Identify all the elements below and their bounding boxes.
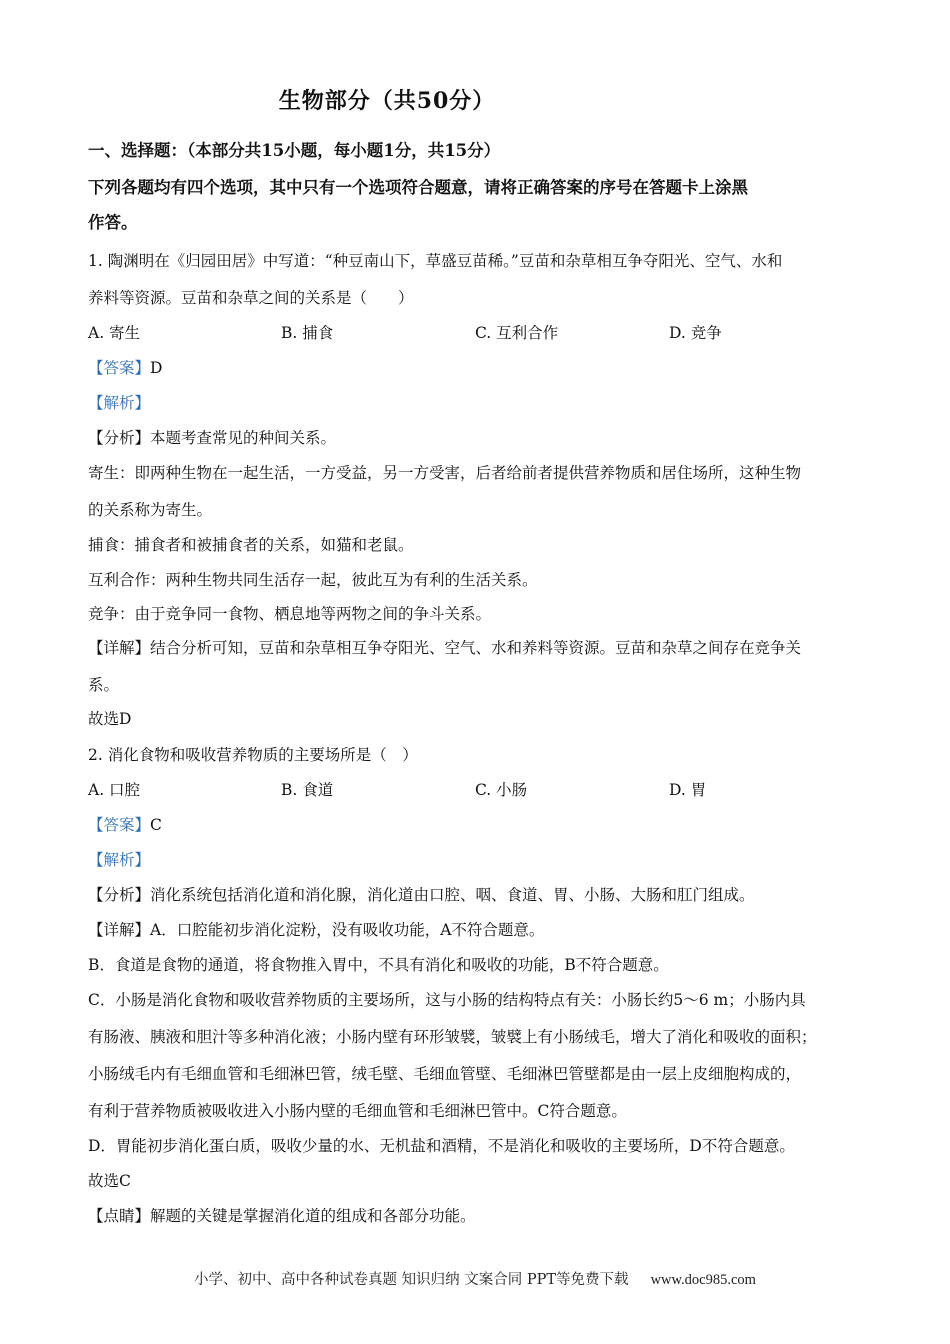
q1-option-c: C. 互利合作	[475, 324, 559, 342]
fenxi-text: 消化系统包括消化道和消化腺，消化道由口腔、咽、食道、胃、小肠、大肠和肛门组成。	[150, 886, 755, 904]
q1-detail-line-1	[88, 637, 862, 659]
q2-detail-c-line-1: C．小肠是消化食物和吸收营养物质的主要场所，这与小肠的结构特点有关：小肠长约5～6 m；小肠内具	[88, 991, 806, 1009]
q2-detail-a	[88, 919, 862, 941]
instruction-line-2: 作答。	[88, 213, 138, 232]
q2-detail-c-line-2: 有肠液、胰液和胆汁等多种消化液；小肠内壁有环形皱襞，皱襞上有小肠绒毛，增大了消化和吸收的面积；	[88, 1028, 817, 1046]
answer-value: C	[150, 816, 162, 834]
q1-answer	[88, 357, 862, 379]
q2-analysis-tag: 【解析】	[88, 851, 151, 869]
instruction-line-1: 下列各题均有四个选项，其中只有一个选项符合题意，请将正确答案的序号在答题卡上涂黑	[88, 178, 748, 197]
dianjing-text: 解题的关键是掌握消化道的组成和各部分功能。	[150, 1207, 476, 1225]
q1-para-1-line-1: 寄生：即两种生物在一起生活，一方受益，另一方受害，后者给前者提供营养物质和居住场所，这种生物	[88, 464, 802, 482]
q2-detail-b: B．食道是食物的通道，将食物推入胃中，不具有消化和吸收的功能，B不符合题意。	[88, 956, 669, 974]
q1-para-1-line-2: 的关系称为寄生。	[88, 501, 213, 519]
q2-option-b: B. 食道	[281, 781, 334, 799]
q2-stem: 2. 消化食物和吸收营养物质的主要场所是（ ）	[88, 746, 418, 764]
q2-conclusion: 故选C	[88, 1172, 131, 1190]
detail-text: A．口腔能初步消化淀粉，没有吸收功能，A不符合题意。	[150, 921, 545, 939]
q1-para-2: 捕食：捕食者和被捕食者的关系，如猫和老鼠。	[88, 536, 414, 554]
q2-option-a: A. 口腔	[88, 781, 141, 799]
q1-para-3: 互利合作：两种生物共同生活存一起，彼此互为有利的生活关系。	[88, 571, 538, 589]
detail-tag: 【详解】	[88, 921, 151, 939]
q1-option-d: D. 竞争	[669, 324, 722, 342]
q1-option-b: B. 捕食	[281, 324, 334, 342]
q1-analysis-tag: 【解析】	[88, 394, 151, 412]
q1-detail-line-2: 系。	[88, 676, 120, 694]
fenxi-text: 本题考查常见的种间关系。	[150, 429, 337, 447]
q1-para-4: 竞争：由于竞争同一食物、栖息地等两物之间的争斗关系。	[88, 605, 492, 623]
q2-option-c: C. 小肠	[475, 781, 528, 799]
dianjing-tag: 【点睛】	[88, 1207, 151, 1225]
q2-answer	[88, 814, 862, 836]
q2-detail-c-line-4: 有利于营养物质被吸收进入小肠内壁的毛细血管和毛细淋巴管中。C符合题意。	[88, 1102, 627, 1120]
answer-value: D	[150, 359, 163, 377]
footer-text: 小学、初中、高中各种试卷真题 知识归纳 文案合同 PPT等免费下载	[194, 1272, 629, 1288]
q1-stem-line-2: 养料等资源。豆苗和杂草之间的关系是（ ）	[88, 289, 414, 307]
q2-fenxi	[88, 884, 862, 906]
footer-url[interactable]: www.doc985.com	[650, 1272, 756, 1288]
detail-text: 结合分析可知，豆苗和杂草相互争夺阳光、空气、水和养料等资源。豆苗和杂草之间存在竞争关	[150, 639, 802, 657]
q1-option-a: A. 寄生	[88, 324, 141, 342]
fenxi-tag: 【分析】	[88, 886, 151, 904]
fenxi-tag: 【分析】	[88, 429, 151, 447]
q2-dianjing	[88, 1205, 862, 1227]
q1-fenxi	[88, 427, 862, 449]
q1-stem-line-1: 1. 陶渊明在《归园田居》中写道：“种豆南山下，草盛豆苗稀。”豆苗和杂草相互争夺阳光、空气、水和	[88, 252, 783, 270]
q1-conclusion: 故选D	[88, 710, 132, 728]
detail-tag: 【详解】	[88, 639, 151, 657]
answer-tag: 【答案】	[88, 359, 151, 377]
section-heading: 一、选择题：（本部分共15小题，每小题1分，共15分）	[88, 141, 501, 160]
answer-tag: 【答案】	[88, 816, 151, 834]
q2-detail-d: D．胃能初步消化蛋白质，吸收少量的水、无机盐和酒精，不是消化和吸收的主要场所，D不符合题意。	[88, 1137, 795, 1155]
q2-option-d: D. 胃	[669, 781, 707, 799]
page-footer	[0, 1268, 950, 1289]
q2-detail-c-line-3: 小肠绒毛内有毛细血管和毛细淋巴管，绒毛壁、毛细血管壁、毛细淋巴管壁都是由一层上皮细胞构成的，	[88, 1065, 802, 1083]
page-title: 生物部分（共50分）	[278, 88, 496, 114]
